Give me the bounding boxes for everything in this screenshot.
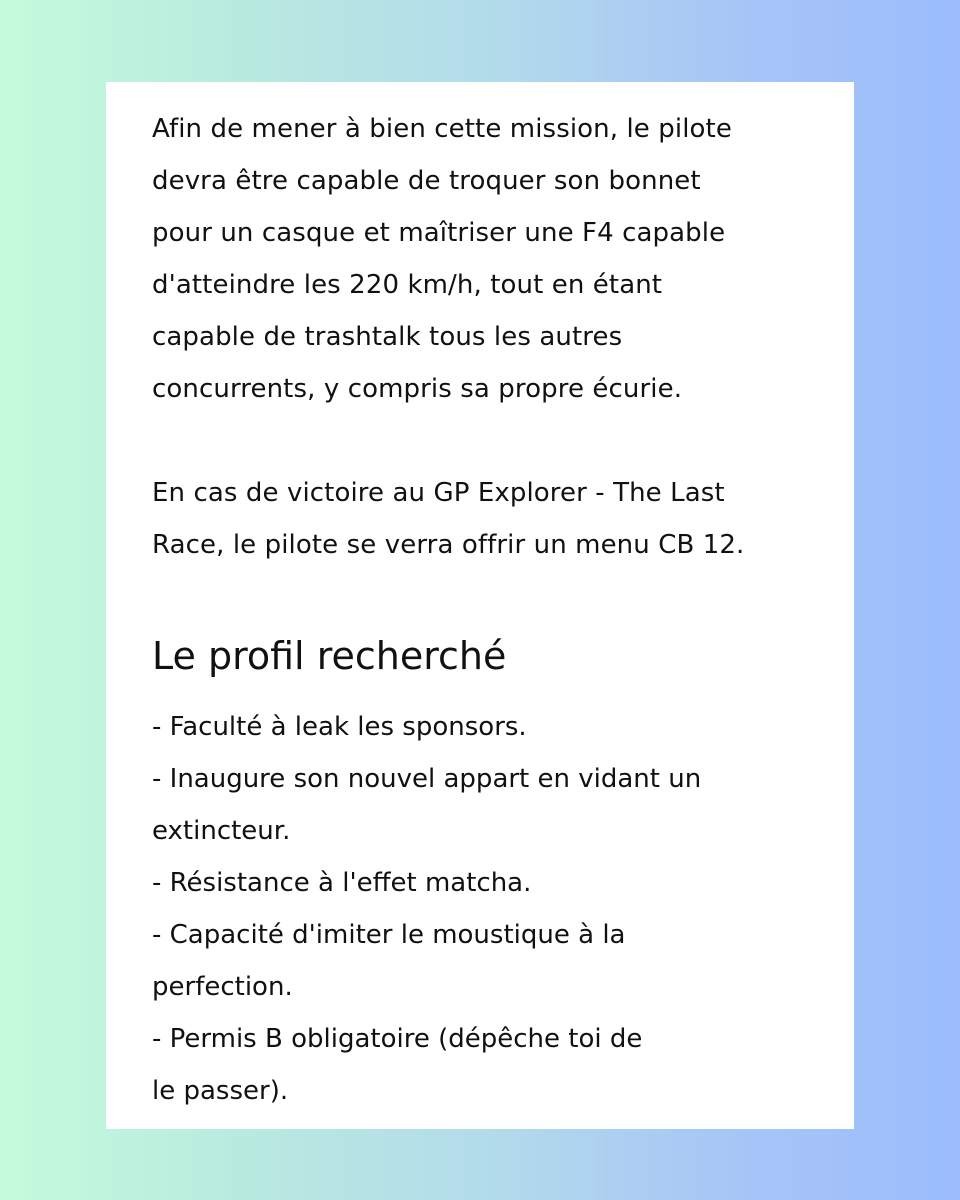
list-item-line: le passer).: [152, 1076, 289, 1106]
paragraph-line: capable de trashtalk tous les autres: [152, 322, 623, 352]
list-item-line: - Faculté à leak les sponsors.: [152, 712, 527, 742]
list-item: [152, 701, 701, 753]
mission-paragraph: [152, 103, 732, 415]
reward-paragraph: [152, 467, 744, 571]
list-item: [152, 857, 701, 909]
list-item-line: perfection.: [152, 972, 293, 1002]
paragraph-line: En cas de victoire au GP Explorer - The Last: [152, 478, 725, 508]
list-item-line: - Capacité d'imiter le moustique à la: [152, 920, 626, 950]
list-item-line: - Permis B obligatoire (dépêche toi de: [152, 1024, 643, 1054]
paragraph-line: pour un casque et maîtriser une F4 capable: [152, 218, 726, 248]
list-item: [152, 1013, 701, 1117]
list-item-line: - Inaugure son nouvel appart en vidant un: [152, 764, 702, 794]
paragraph-line: Afin de mener à bien cette mission, le pilote: [152, 114, 732, 144]
content-card: [106, 82, 854, 1129]
profile-heading: Le profil recherché: [152, 634, 507, 678]
paragraph-line: d'atteindre les 220 km/h, tout en étant: [152, 270, 663, 300]
list-item-line: - Résistance à l'effet matcha.: [152, 868, 532, 898]
list-item: [152, 753, 701, 857]
paragraph-line: devra être capable de troquer son bonnet: [152, 166, 701, 196]
paragraph-line: concurrents, y compris sa propre écurie.: [152, 374, 683, 404]
profile-requirements-list: [152, 701, 701, 1117]
list-item: [152, 909, 701, 1013]
list-item-line: extincteur.: [152, 816, 291, 846]
paragraph-line: Race, le pilote se verra offrir un menu CB 12.: [152, 530, 745, 560]
